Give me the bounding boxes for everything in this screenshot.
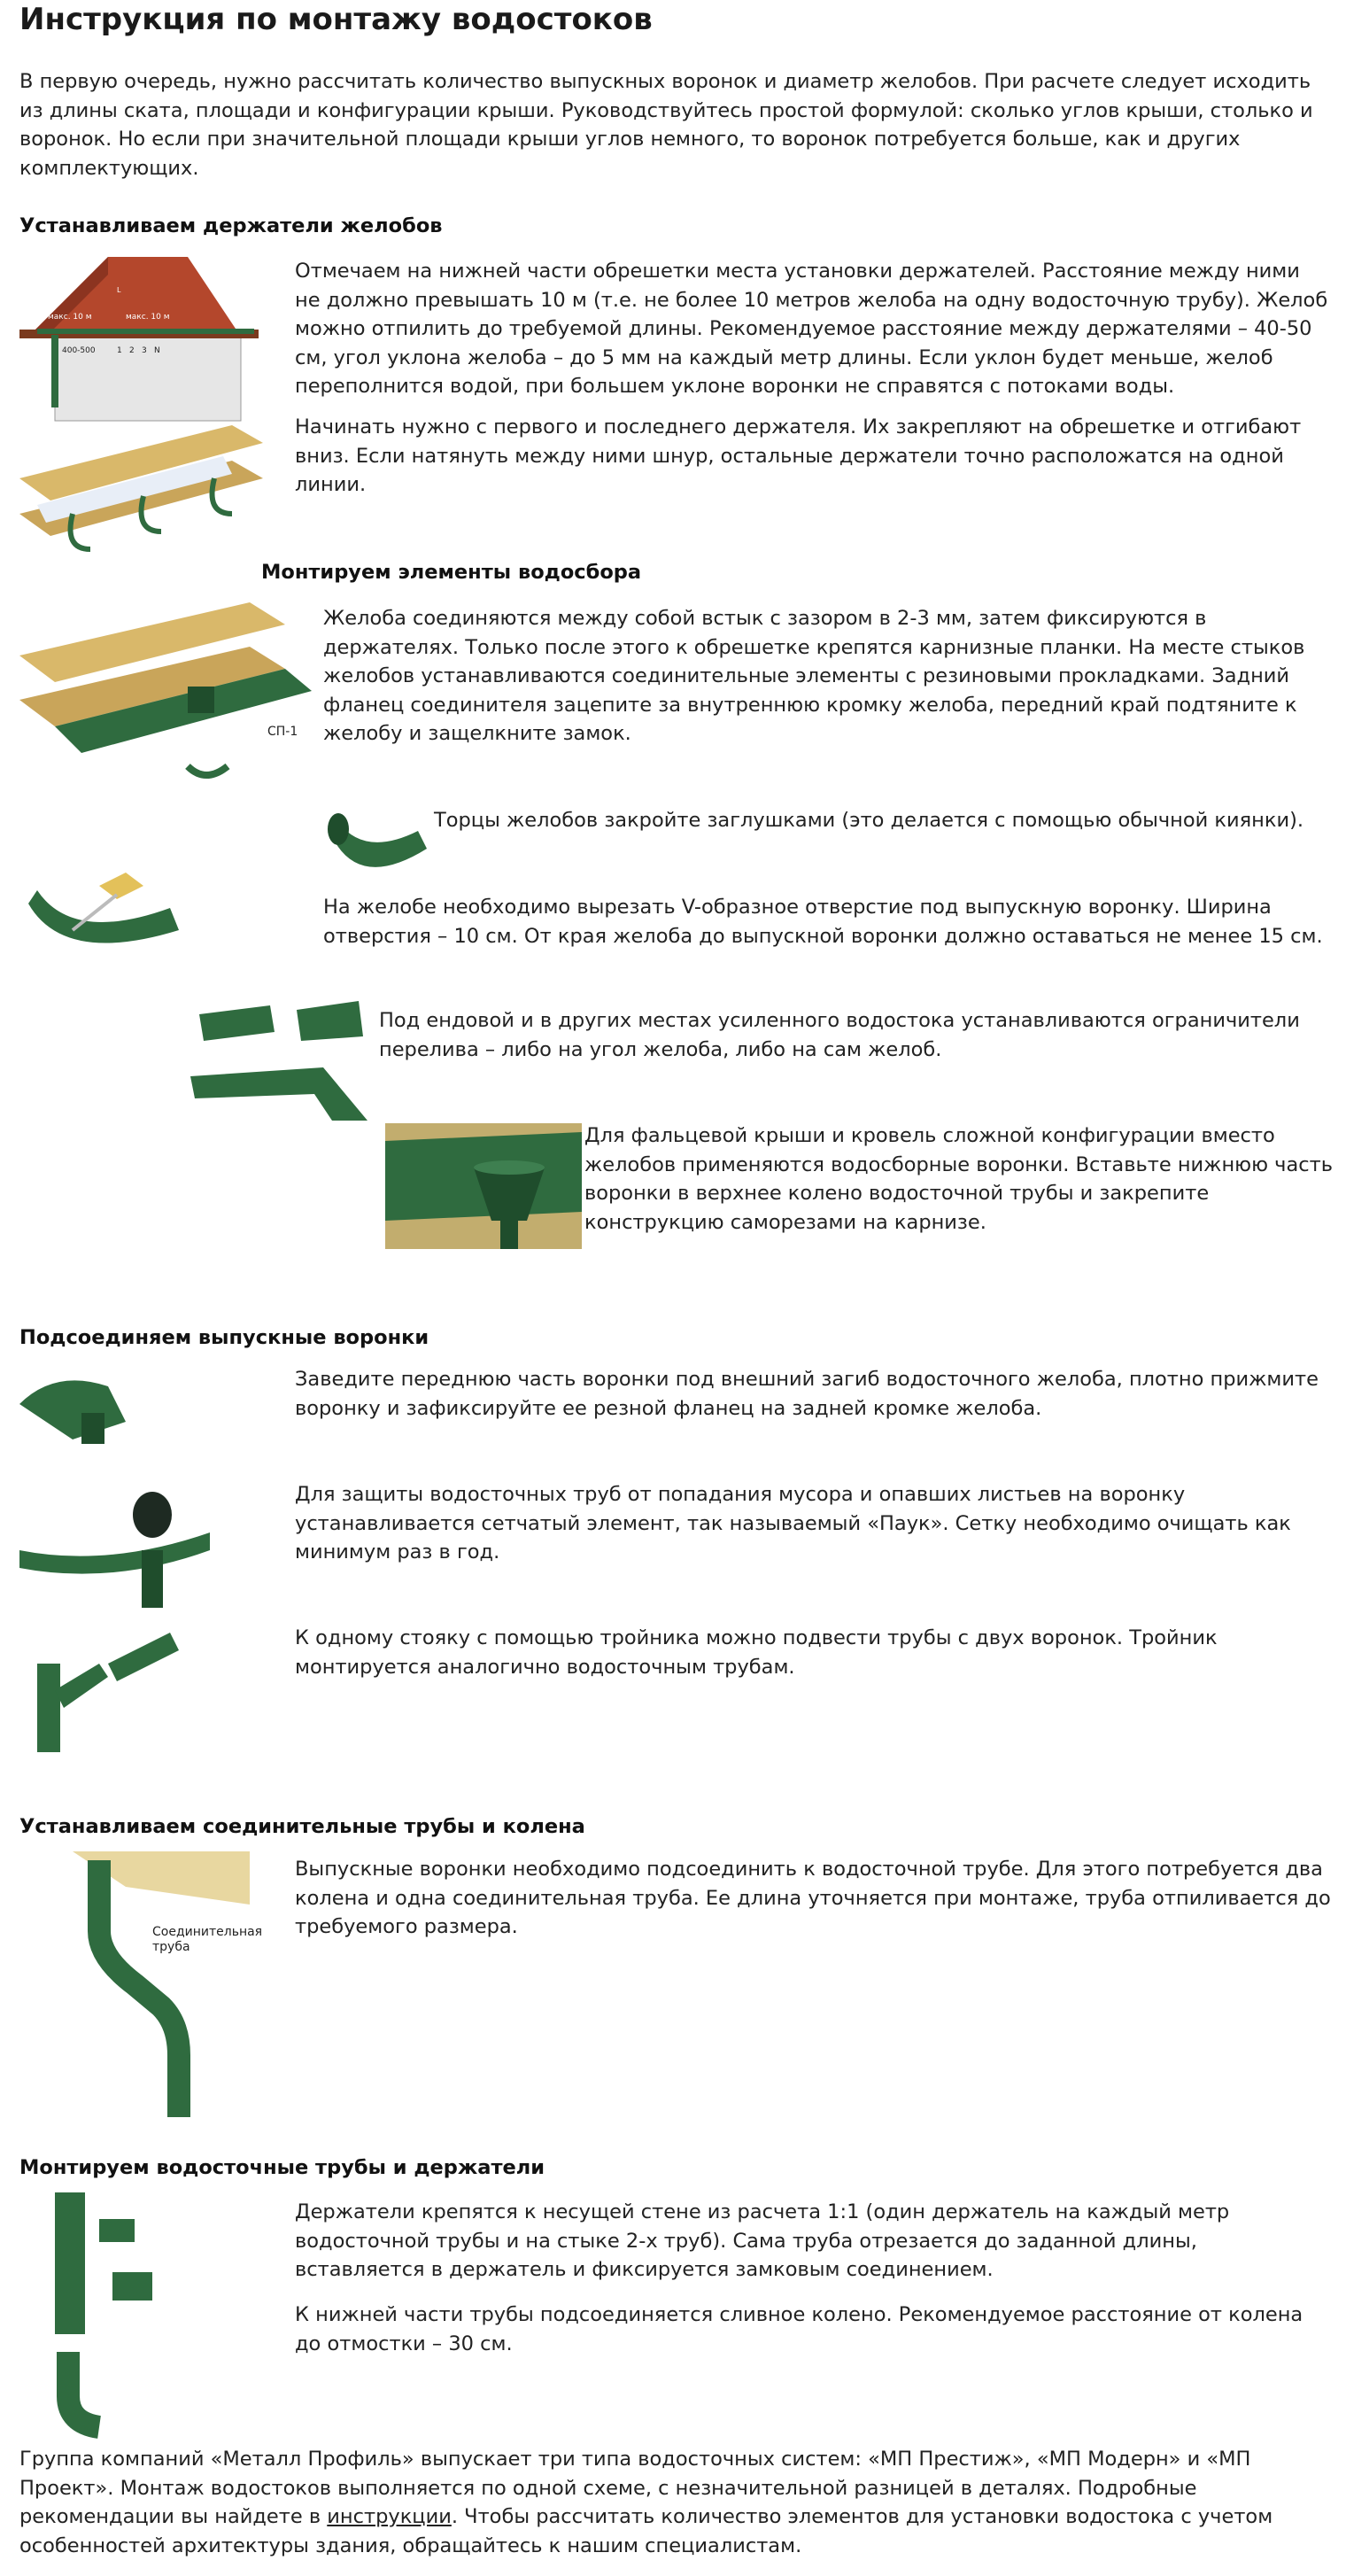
- diagram-label-spacing: 400-500: [62, 346, 96, 355]
- holders-on-batten-image: [19, 425, 263, 580]
- funnels-paragraph-2: Для защиты водосточных труб от попадания мусора и опавших листьев на воронку устанавливается сетчатый элемент, так называемый «Паук». Сетку необходимо очищать как минимум раз в год.: [295, 1483, 1291, 1563]
- collection-paragraph-3: На желобе необходимо вырезать V-образное отверстие под выпускную воронку. Ширина отверстия – 10 см. От края желоба до выпускной воронки должно оставаться не менее 15 см.: [323, 896, 1323, 948]
- gutter-end-cap-image: [321, 804, 434, 893]
- v-cut-gutter-image: [19, 868, 197, 974]
- tee-pipe-image: [19, 1628, 188, 1752]
- intro-paragraph: В первую очередь, нужно рассчитать количество выпускных воронок и диаметр желобов. При расчете следует исходить из длины ската, площади и конфигурации крыши. Руководствуйтесь простой формулой: сколько углов крыши, столько и воронок. Но если при значительной площади крыши углов немного, то воронок потребуется больше, как и других комплектующих.: [19, 70, 1313, 180]
- connector-label: СП-1: [267, 725, 298, 739]
- collection-paragraph-2: Торцы желобов закройте заглушками (это делается с помощью обычной киянки).: [434, 809, 1304, 832]
- outlet-funnel-image: [19, 1364, 135, 1448]
- outro-paragraph: [19, 2445, 1330, 2560]
- collection-paragraph-5: Для фальцевой крыши и кровель сложной конфигурации вместо желобов применяются водосборные воронки. Вставьте нижнюю часть воронки в верхнее колено водосточной трубы и закрепите конструкцию саморезами на карнизе.: [584, 1124, 1334, 1234]
- section-heading-collection: Монтируем элементы водосбора: [261, 561, 642, 584]
- spider-filter-image: [19, 1488, 210, 1612]
- overflow-limiter-image: [190, 997, 372, 1125]
- house-diagram-image: [19, 257, 259, 421]
- section-heading-elbows: Устанавливаем соединительные трубы и колена: [19, 1815, 585, 1838]
- diagram-label-max-left: макс. 10 м: [48, 313, 92, 322]
- gutter-connector-image: [19, 602, 312, 811]
- pipes-paragraph-1: Держатели крепятся к несущей стене из расчета 1:1 (один держатель на каждый метр водосточной трубы и на стыке 2-х труб). Сама труба отрезается до заданной длины, вставляется в держатель и фиксируется замковым соединением.: [295, 2200, 1230, 2281]
- pipe-label-line-2: труба: [152, 1940, 190, 1954]
- collection-paragraph-4: Под ендовой и в других местах усиленного водостока устанавливаются ограничители перелива – либо на угол желоба, либо на сам желоб.: [379, 1009, 1300, 1061]
- connecting-pipe-image: [19, 1851, 263, 2117]
- diagram-label-n2: 2: [129, 346, 135, 355]
- collection-paragraph-1: Желоба соединяются между собой встык с зазором в 2-3 мм, затем фиксируются в держателях. Только после этого к обрешетке крепятся карнизные планки. На месте стыков желобов устанавливаются соединительные элементы с резиновыми прокладками. Задний фланец соединителя зацепите за внутреннюю кромку желоба, передний край подтяните к желобу и защелкните замок.: [323, 607, 1305, 745]
- diagram-label-max-right: макс. 10 м: [126, 313, 170, 322]
- instructions-link[interactable]: инструкции: [327, 2505, 452, 2528]
- outro-text-before: Группа компаний «Металл Профиль» выпускает три типа водосточных систем: «МП Престиж», «МП Модерн» и «МП Проект». Монтаж водостоков выполняется по одной схеме, с незначительной разницей в деталях. Подробные рекомендации вы найдете в: [19, 2448, 1251, 2528]
- funnels-paragraph-3: К одному стояку с помощью тройника можно подвести трубы с двух воронок. Тройник монтируется аналогично водосточным трубам.: [295, 1626, 1218, 1679]
- pipe-label-line-1: Соединительная: [152, 1925, 263, 1939]
- collector-funnel-image: [385, 1123, 582, 1249]
- page-title: Инструкция по монтажу водостоков: [19, 2, 653, 37]
- funnels-paragraph-1: Заведите переднюю часть воронки под внешний загиб водосточного желоба, плотно прижмите воронку и зафиксируйте ее резной фланец на задней кромке желоба.: [295, 1368, 1319, 1420]
- pipe-holders-image: [19, 2192, 188, 2430]
- pipes-paragraph-2: К нижней части трубы подсоединяется сливное колено. Рекомендуемое расстояние от колена до отмостки – 30 см.: [295, 2303, 1303, 2355]
- diagram-label-l: L: [117, 286, 121, 294]
- holders-paragraph-1: Отмечаем на нижней части обрешетки места установки держателей. Расстояние между ними не должно превышать 10 м (т.е. не более 10 метров желоба на одну водосточную трубу). Желоб можно отпилить до требуемой длины. Рекомендуемое расстояние между держателями – 40-50 см, угол уклона желоба – до 5 мм на каждый метр длины. Если уклон будет меньше, желоб переполнится водой, при большем уклоне воронки не справятся с потоками воды.: [295, 260, 1328, 398]
- section-heading-funnels: Подсоединяем выпускные воронки: [19, 1326, 429, 1349]
- diagram-label-n3: 3: [142, 346, 147, 355]
- diagram-label-nn: N: [154, 346, 160, 355]
- elbows-paragraph-1: Выпускные воронки необходимо подсоединить к водосточной трубе. Для этого потребуется два колена и одна соединительная труба. Ее длина уточняется при монтаже, труба отпиливается до требуемого размера.: [295, 1858, 1331, 1938]
- diagram-label-n1: 1: [117, 346, 122, 355]
- section-heading-pipes: Монтируем водосточные трубы и держатели: [19, 2156, 545, 2179]
- holders-paragraph-2: Начинать нужно с первого и последнего держателя. Их закрепляют на обрешетке и отгибают вниз. Если натянуть между ними шнур, остальные держатели точно расположатся на одной линии.: [295, 415, 1302, 496]
- section-heading-holders: Устанавливаем держатели желобов: [19, 214, 443, 237]
- outro-text-after: . Чтобы рассчитать количество элементов для установки водостока с учетом особенностей архитектуры здания, обращайтесь к нашим специалистам.: [19, 2505, 1273, 2557]
